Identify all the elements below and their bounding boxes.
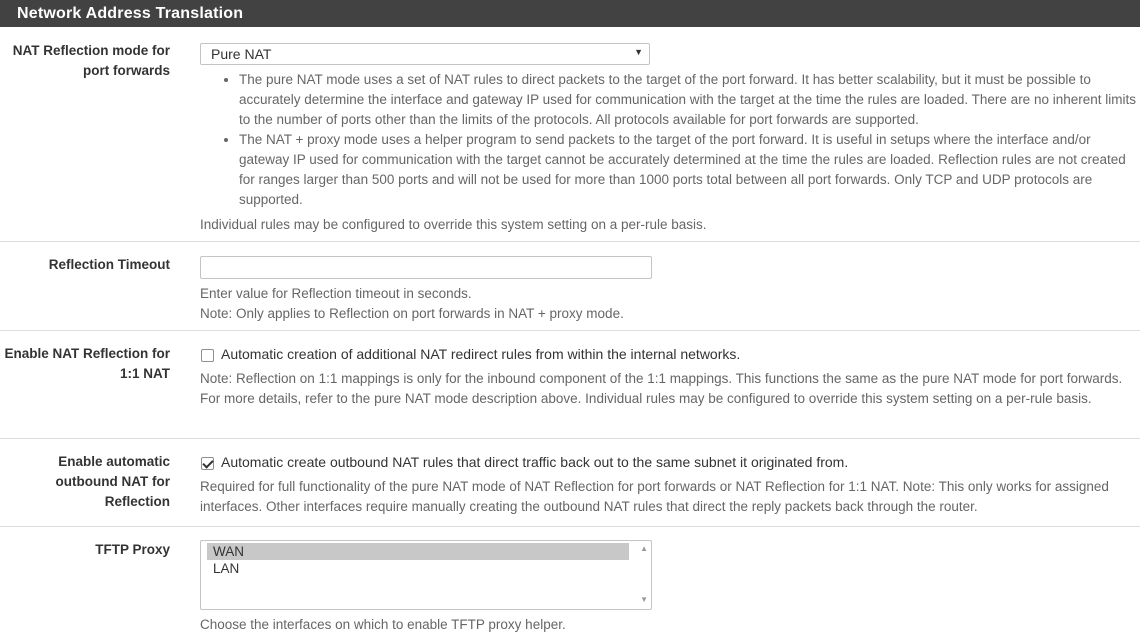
tftp-proxy-label: TFTP Proxy — [95, 542, 170, 557]
auto-outbound-row — [0, 439, 1140, 527]
nat-reflection-mode-value: Pure NAT — [211, 46, 272, 62]
nat-reflection-1to1-checkbox[interactable] — [201, 349, 214, 362]
tftp-proxy-row — [0, 527, 1140, 642]
reflection-timeout-row — [0, 242, 1140, 331]
section-title: Network Address Translation — [17, 5, 244, 22]
tftp-proxy-help: Choose the interfaces on which to enable TFTP proxy helper. — [200, 617, 566, 632]
nat-reflection-mode-select[interactable] — [200, 43, 650, 65]
nat-reflection-note: Individual rules may be configured to override this system setting on a per-rule basis. — [200, 217, 707, 232]
nat-reflection-1to1-label: Enable NAT Reflection for 1:1 NAT — [4, 346, 170, 381]
reflection-timeout-help-line2: Note: Only applies to Reflection on port forwards in NAT + proxy mode. — [200, 306, 624, 321]
nat-reflection-1to1-checkbox-text: Automatic creation of additional NAT redirect rules from within the internal networks. — [221, 346, 741, 362]
chevron-down-icon: ▼ — [634, 47, 643, 57]
auto-outbound-label: Enable automatic outbound NAT for Reflection — [55, 454, 170, 509]
scroll-down-icon[interactable]: ▼ — [640, 595, 648, 604]
nat-reflection-row — [0, 27, 1140, 242]
tftp-proxy-option-wan[interactable]: WAN — [207, 543, 629, 560]
tftp-proxy-option-lan[interactable]: LAN — [213, 561, 240, 576]
bullet-nat-proxy: • The NAT + proxy mode uses a helper program to send packets to the target of the port forward. It is useful in setups where the interface and/or gateway IP used for communication with the target cannot be accurately determined at the time the rules are loaded. Reflection rules are not created for ranges larger than 500 ports and will not be used for more than 1000 ports total between all port forwards. Only TCP and UDP protocols are supported. — [239, 130, 1136, 210]
reflection-timeout-help — [200, 284, 1136, 324]
bullet-pure-nat: • The pure NAT mode uses a set of NAT rules to direct packets to the target of the port forward. It has better scalability, but it must be possible to accurately determine the interface and gateway IP used for communication with the target at the time the rules are loaded. There are no inherent limits to the number of ports other than the limits of the protocols. All protocols available for port forwards are supported. — [239, 70, 1136, 130]
nat-reflection-label: NAT Reflection mode for port forwards — [12, 43, 170, 78]
auto-outbound-checkbox-text: Automatic create outbound NAT rules that direct traffic back out to the same subnet it originated from. — [221, 454, 849, 470]
nat-reflection-help — [200, 70, 1136, 210]
section-header — [0, 0, 1140, 27]
tftp-proxy-listbox[interactable] — [200, 540, 652, 610]
reflection-timeout-label: Reflection Timeout — [48, 257, 170, 272]
nat-reflection-1to1-help: Note: Reflection on 1:1 mappings is only for the inbound component of the 1:1 mappings. This functions the same as the pure NAT mode for port forwards. For more details, refer to the pure NAT mode description above. Individual rules may be configured to override this system setting on a per-rule basis. — [200, 371, 1123, 406]
reflection-timeout-input[interactable] — [200, 256, 652, 279]
nat-reflection-bullets — [200, 70, 1136, 210]
nat-reflection-1to1-row — [0, 331, 1140, 439]
reflection-timeout-help-line1: Enter value for Reflection timeout in seconds. — [200, 286, 472, 301]
auto-outbound-checkbox[interactable] — [201, 457, 214, 470]
auto-outbound-help: Required for full functionality of the pure NAT mode of NAT Reflection for port forwards or NAT Reflection for 1:1 NAT. Note: This only works for assigned interfaces. Other interfaces require manually creating the outbound NAT rules that direct the reply packets back through the router. — [200, 479, 1109, 514]
scroll-up-icon[interactable]: ▲ — [640, 544, 648, 553]
